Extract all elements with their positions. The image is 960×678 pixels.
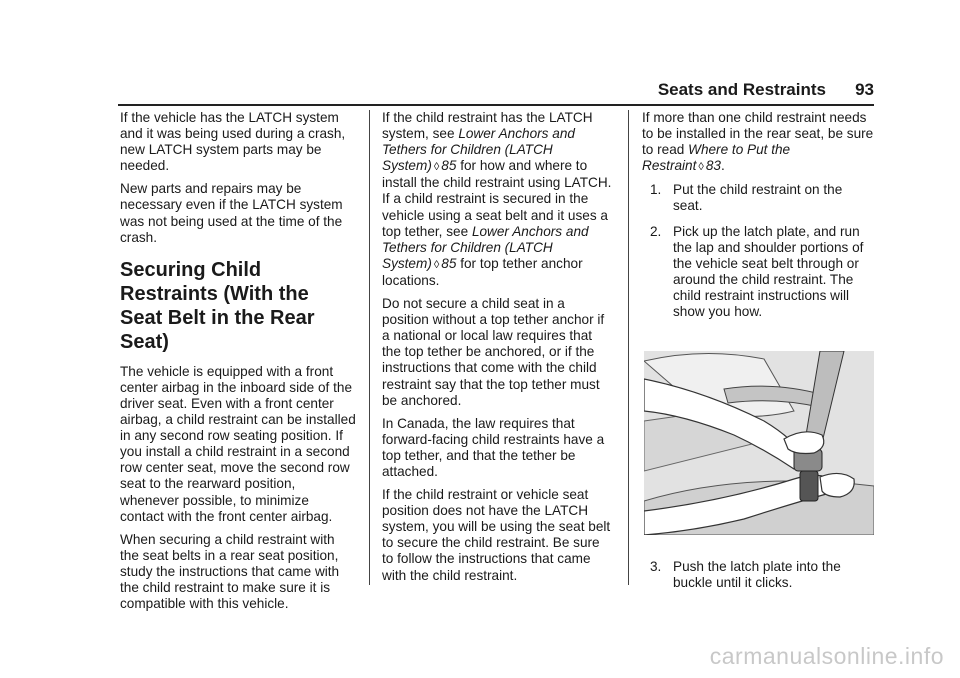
paragraph: When securing a child restraint with the seat belts in a rear seat position, study the instructions that came with the child restraint to make sure it is compatible with this vehicle. xyxy=(120,531,340,612)
page-reference[interactable]: 85 xyxy=(441,158,457,174)
paragraph: Do not secure a child seat in a position without a top tether anchor if a national or local law requires that the top tether be anchored, or if the instructions that come with the child restraint say that the top tether must be anchored. xyxy=(382,296,605,408)
step-text: Pick up the latch plate, and run the lap and shoulder portions of the vehicle seat belt through or around the child restraint. The child restraint instructions will show you how. xyxy=(673,223,864,320)
list-item xyxy=(642,224,874,321)
paragraph: New parts and repairs may be necessary even if the LATCH system was not being used at the time of the crash. xyxy=(120,181,343,245)
steps-list xyxy=(642,559,874,591)
page-reference-icon: ◊ xyxy=(698,161,704,174)
text-run: for how and where to install the child restraint using LATCH. If a child restraint is secured in the vehicle using a seat belt and it uses a top tether, see xyxy=(382,158,612,239)
list-item xyxy=(642,559,874,591)
text-run: for top tether anchor locations. xyxy=(382,255,583,288)
latch-plate-illustration xyxy=(644,351,874,535)
column-1 xyxy=(120,110,356,619)
page-number: 93 xyxy=(855,80,874,99)
cross-reference-link[interactable]: Lower Anchors and Tethers for Children (LATCH System) xyxy=(382,223,589,271)
paragraph xyxy=(382,110,612,289)
column-3 xyxy=(642,110,874,600)
step-number: 3. xyxy=(650,559,662,575)
paragraph: If the child restraint or vehicle seat position does not have the LATCH system, you will be using the seat belt to secure the child restraint. Be sure to follow the instructions that came with the child restraint. xyxy=(382,487,611,583)
text-run: If the child restraint has the LATCH system, see xyxy=(382,110,593,142)
column-2 xyxy=(382,110,612,591)
cross-reference-link[interactable]: Where to Put the Restraint xyxy=(642,142,791,174)
page-reference-icon: ◊ xyxy=(433,161,440,174)
paragraph: The vehicle is equipped with a front center airbag in the inboard side of the driver seat. Even with a front center airbag, a child restraint can be installed in any second row seating position. If you install a child restraint in a second row center seat, move the second row seat to the rearward position, whenever possible, to minimize contact with the front center airbag. xyxy=(120,363,356,524)
text-run: If more than one child restraint needs to be installed in the rear seat, be sure to read xyxy=(642,110,874,158)
paragraph: In Canada, the law requires that forward-facing child restraints have a top tether, and that the tether be attached. xyxy=(382,415,605,479)
header-rule xyxy=(118,104,874,106)
step-number: 1. xyxy=(650,182,662,198)
list-item xyxy=(642,182,874,214)
paragraph xyxy=(642,110,874,175)
step-text: Put the child restraint on the seat. xyxy=(673,182,843,214)
column-divider xyxy=(628,110,629,585)
paragraph: If the vehicle has the LATCH system and it was being used during a crash, new LATCH system parts may be needed. xyxy=(120,110,346,174)
step-text: Push the latch plate into the buckle until it clicks. xyxy=(673,559,841,591)
page-reference-icon: ◊ xyxy=(433,258,440,271)
page-header xyxy=(118,80,874,102)
text-run: . xyxy=(720,158,725,174)
steps-list xyxy=(642,182,874,320)
page-reference[interactable]: 85 xyxy=(441,255,457,271)
column-divider xyxy=(369,110,370,585)
section-title: Seats and Restraints xyxy=(657,80,826,99)
cross-reference-link[interactable]: Lower Anchors and Tethers for Children (LATCH System) xyxy=(382,126,575,174)
section-heading: Securing Child Restraints (With the Seat Belt in the Rear Seat) xyxy=(120,258,315,353)
step-number: 2. xyxy=(650,223,662,239)
watermark: carmanualsonline.info xyxy=(709,643,944,669)
page-reference[interactable]: 83 xyxy=(705,158,721,174)
